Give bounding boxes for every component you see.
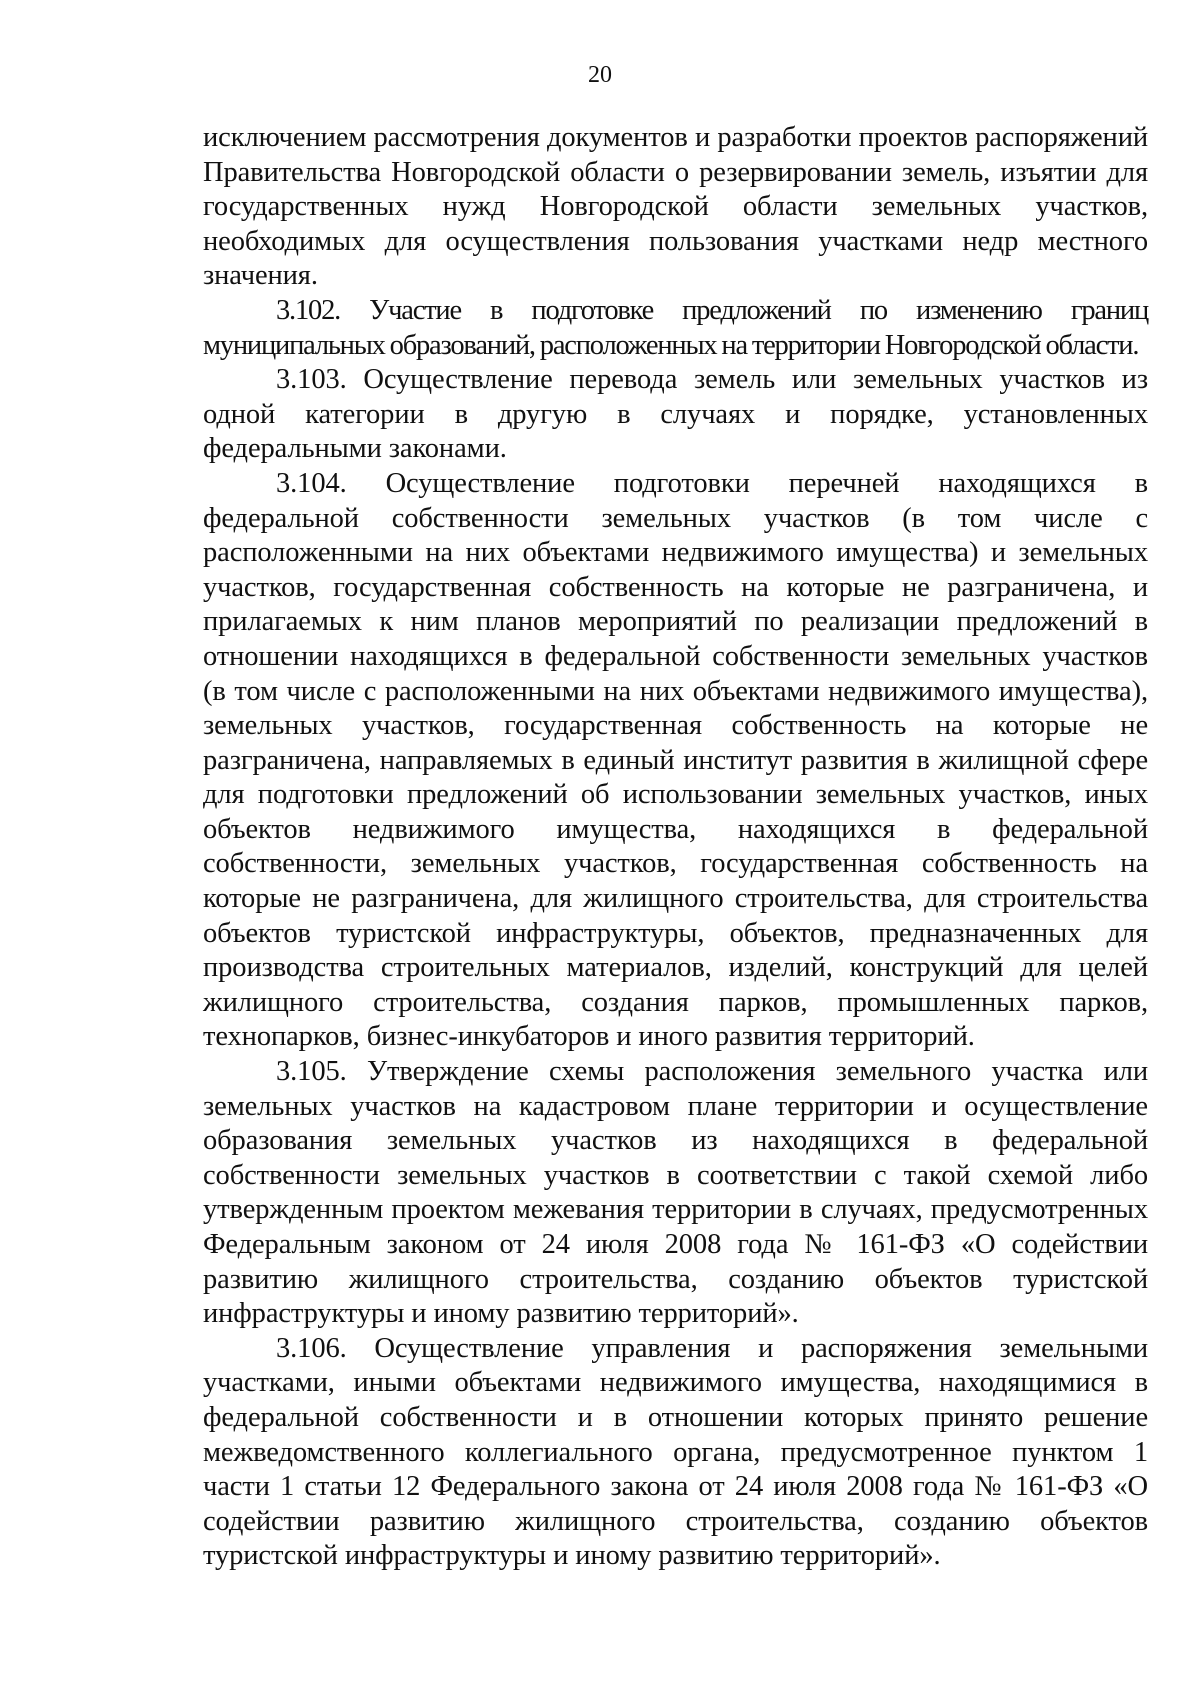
page-number: 20 [588,62,612,88]
paragraph-3-106: 3.106. Осуществление управления и распоряжения земельными участками, иными объектами недвижимого имущества, находящимися в федеральной собственности и в отношении которых принято решение межведомственного коллегиального органа, предусмотренное пунктом 1 части 1 статьи 12 Федерального закона от 24 июля 2008 года № 161-ФЗ «О содействии развитию жилищного строительства, созданию объектов туристской инфраструктуры и иному развитию территорий». [203,1332,1148,1572]
document-body [203,121,1148,1574]
paragraph-3-105: 3.105. Утверждение схемы расположения земельного участка или земельных участков на кадастровом плане территории и осуществление образования земельных участков из находящихся в федеральной собственности земельных участков в соответствии с такой схемой либо утвержденным проектом межевания территории в случаях, предусмотренных Федеральным законом от 24 июля 2008 года № 161-ФЗ «О содействии развитию жилищного строительства, созданию объектов туристской инфраструктуры и иному развитию территорий». [203,1056,1148,1330]
paragraph-3-104: 3.104. Осуществление подготовки перечней находящихся в федеральной собственности земельных участков (в том числе с расположенными на них объектами недвижимого имущества) и земельных участков, государственная собственность на которые не разграничена, и прилагаемых к ним планов мероприятий по реализации предложений в отношении находящихся в федеральной собственности земельных участков (в том числе с расположенными на них объектами недвижимого имущества), земельных участков, государственная собственность на которые не разграничена, направляемых в единый институт развития в жилищной сфере для подготовки предложений об использовании земельных участков, иных объектов недвижимого имущества, находящихся в федеральной собственности, земельных участков, государственная собственность на которые не разграничена, для жилищного строительства, для строительства объектов туристской инфраструктуры, объектов, предназначенных для производства строительных материалов, изделий, конструкций для целей жилищного строительства, создания парков, промышленных парков, технопарков, бизнес-инкубаторов и иного развития территорий. [203,467,1148,1053]
paragraph-3-102: 3.102. Участие в подготовке предложений по изменению границ муниципальных образований, расположенных на территории Новгородской области. [203,294,1148,361]
paragraph-continuation: исключением рассмотрения документов и разработки проектов распоряжений Правительства Новгородской области о резервировании земель, изъятии для государственных нужд Новгородской области земельных участков, необходимых для осуществления пользования участками недр местного значения. [203,122,1148,292]
paragraph-3-103: 3.103. Осуществление перевода земель или земельных участков из одной категории в другую в случаях и порядке, установленных федеральными законами. [203,364,1148,465]
